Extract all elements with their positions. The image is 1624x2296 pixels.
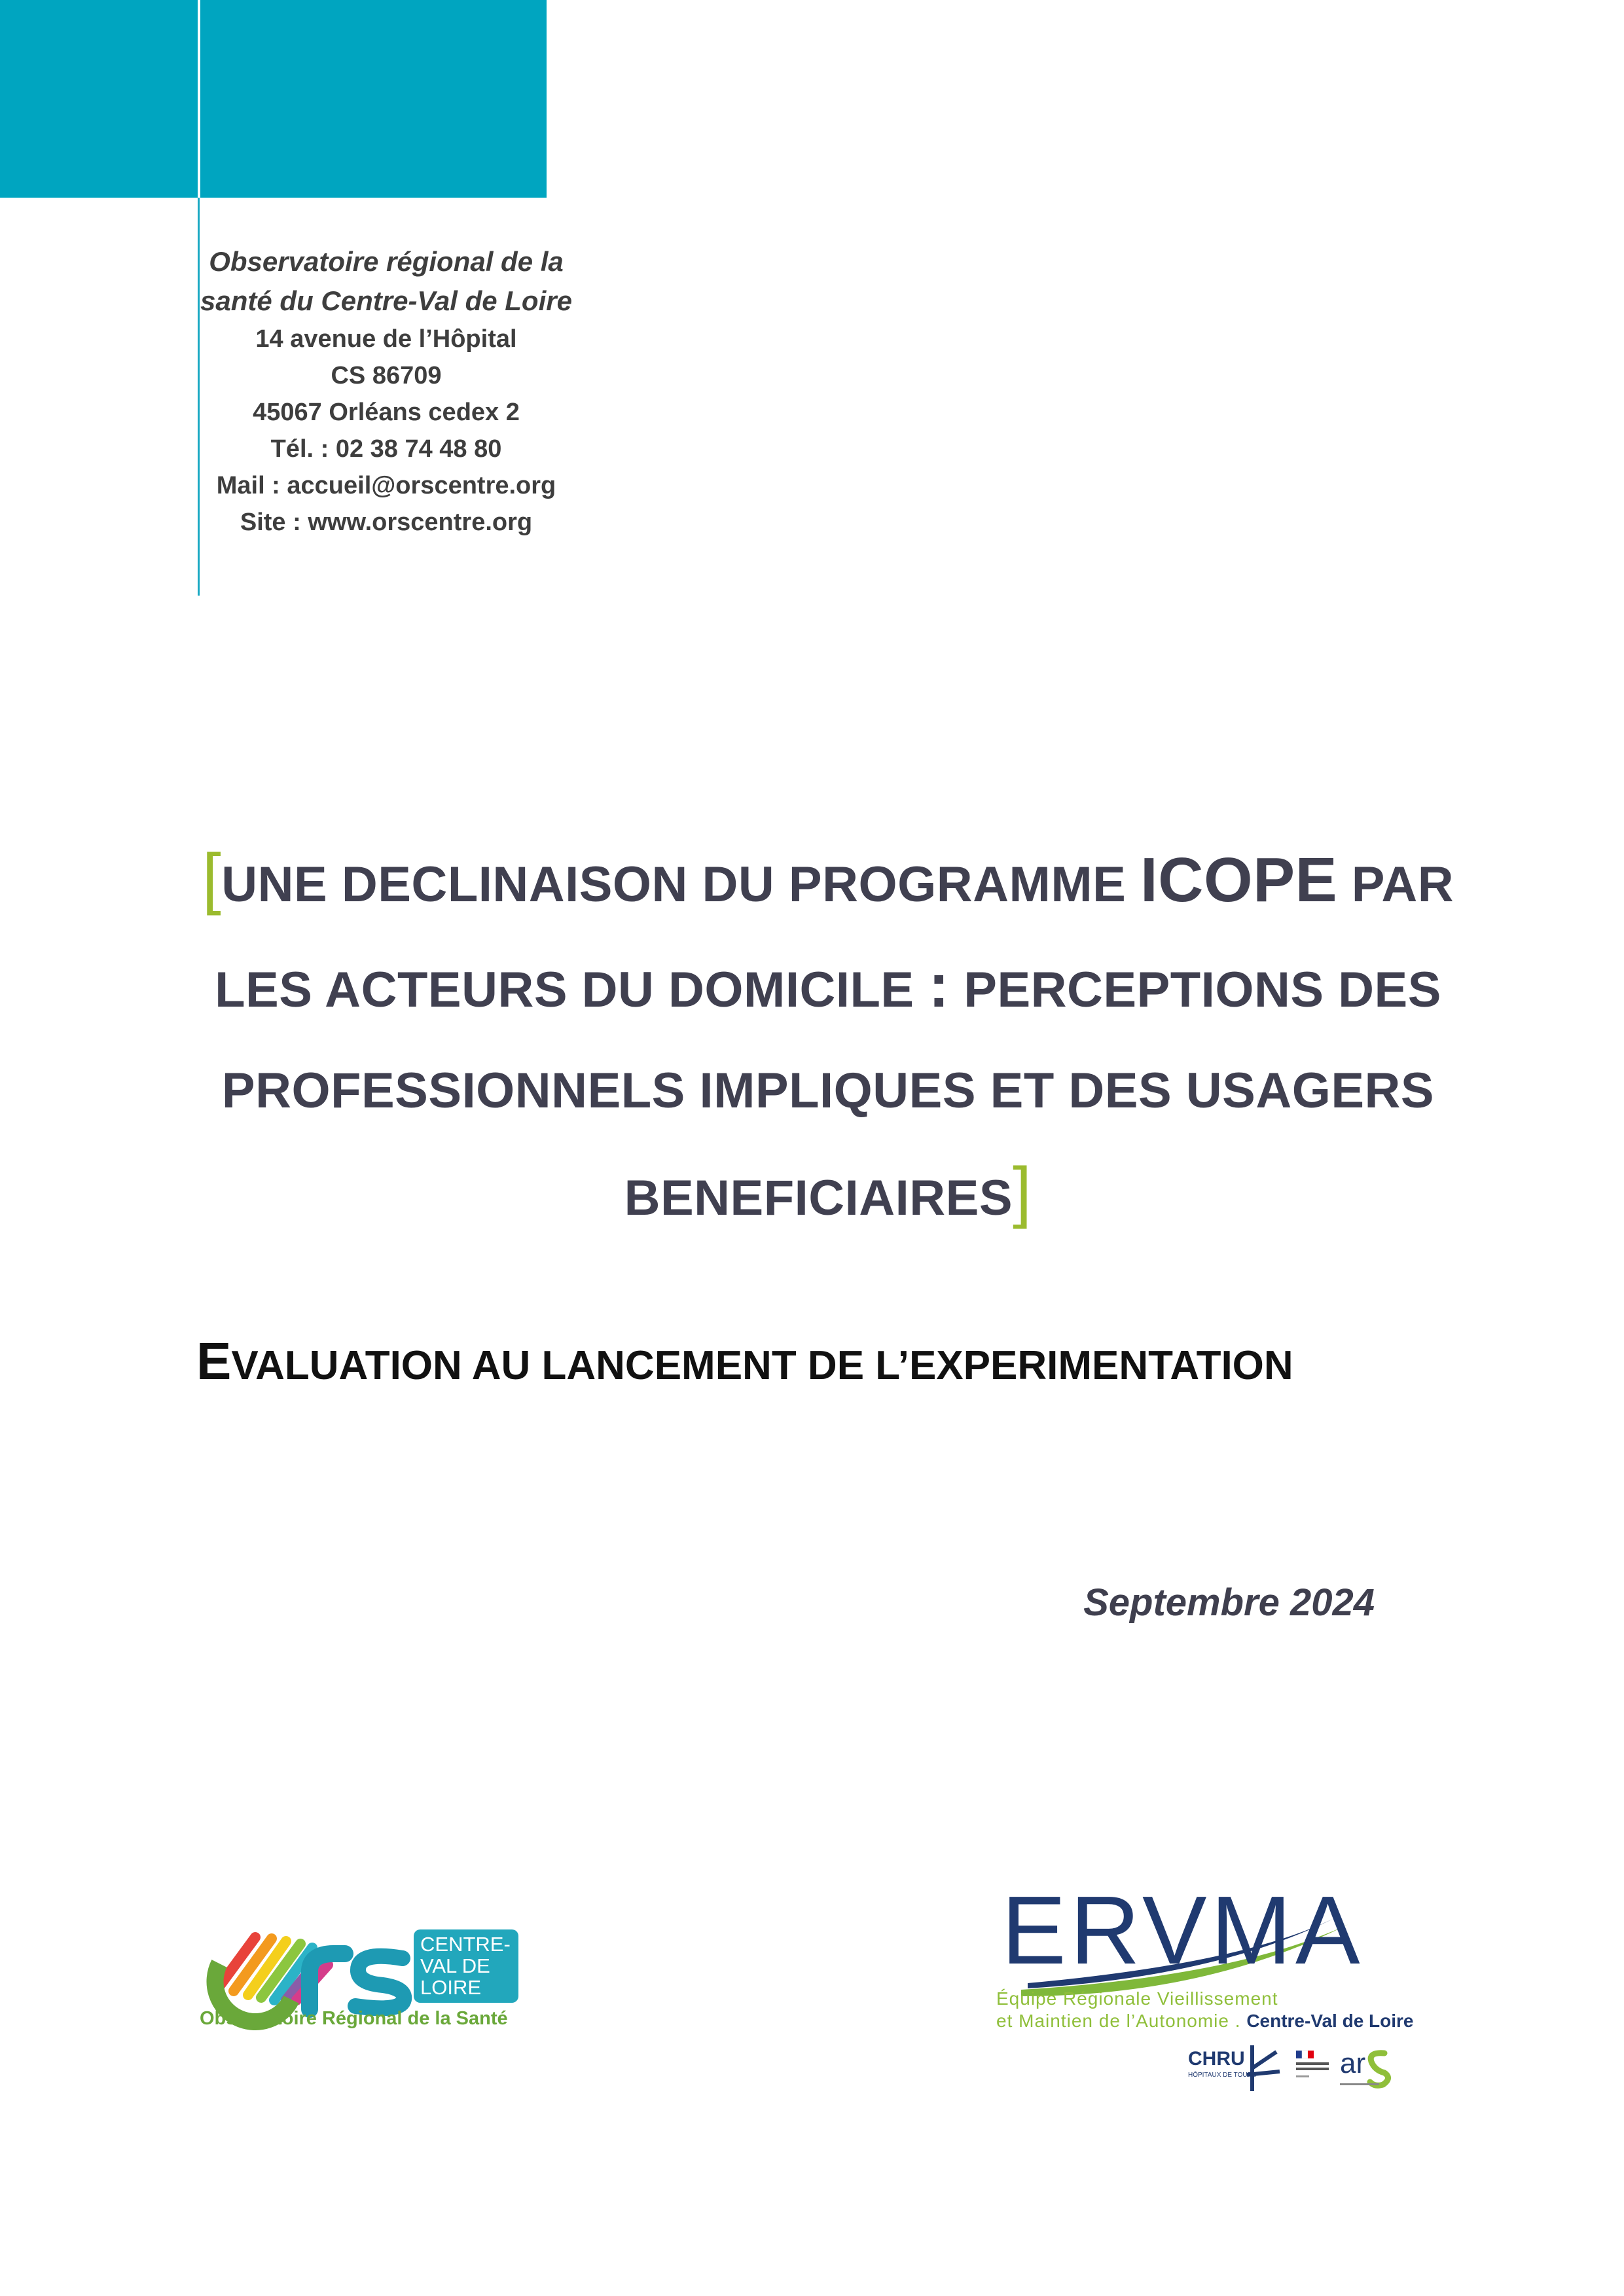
org-name-line2: santé du Centre-Val de Loire <box>200 285 572 316</box>
ervma-region: Centre-Val de Loire <box>1246 2011 1414 2031</box>
title-close-bracket: ] <box>1013 1154 1032 1230</box>
title-part2: PAR LES ACTEURS DU DOMICILE <box>215 857 1454 1018</box>
publication-date: Septembre 2024 <box>1083 1581 1375 1624</box>
phone-number: Tél. : 02 38 74 48 80 <box>270 435 502 463</box>
ervma-tagline-line1: Équipe Régionale Vieillissement <box>996 1988 1278 2009</box>
ors-region-box <box>414 1929 518 2003</box>
city-postcode: 45067 Orléans cedex 2 <box>253 399 520 426</box>
ors-box-line2: VAL DE <box>420 1954 490 1977</box>
header-teal-block <box>0 0 547 198</box>
street-address: 14 avenue de l’Hôpital <box>255 325 517 353</box>
svg-text:ar: ar <box>1340 2047 1366 2079</box>
svg-text:CHRU: CHRU <box>1188 2048 1245 2070</box>
svg-text:HÔPITAUX DE TOURS: HÔPITAUX DE TOURS <box>1188 2072 1257 2079</box>
ervma-tagline-text: et Maintien de l’Autonomie . <box>996 2011 1241 2031</box>
address-block <box>196 242 576 541</box>
ors-box-line3: LOIRE <box>420 1976 482 1999</box>
title-colon: : <box>928 950 950 1020</box>
ervma-wordmark: ERVMA <box>1001 1876 1364 1984</box>
ors-logo-caption: Observatoire Régional de la Santé <box>200 2008 508 2029</box>
website-address: Site : www.orscentre.org <box>240 509 533 536</box>
document-title <box>164 828 1492 1249</box>
email-address: Mail : accueil@orscentre.org <box>216 472 556 499</box>
ervma-tagline-line2 <box>996 2011 1414 2032</box>
title-open-bracket: [ <box>202 840 222 916</box>
margin-line-gap <box>198 0 200 198</box>
title-icope: ICOPE <box>1140 845 1338 915</box>
document-subtitle <box>196 1332 1440 1392</box>
cs-number: CS 86709 <box>331 362 442 389</box>
title-part3: PERCEPTIONS DES PROFESSIONNELS IMPLIQUES ET DES USAGERS BENEFICIAIRES <box>221 962 1441 1226</box>
ors-box-line1: CENTRE- <box>420 1933 511 1956</box>
title-part1: UNE DECLINAISON DU PROGRAMME <box>221 857 1140 912</box>
partner-logos-icon <box>1188 2039 1437 2098</box>
subtitle-initial: E <box>196 1332 232 1390</box>
subtitle-rest: VALUATION AU LANCEMENT DE L’EXPERIMENTATION <box>231 1343 1293 1388</box>
org-name-line1: Observatoire régional de la <box>209 246 564 277</box>
